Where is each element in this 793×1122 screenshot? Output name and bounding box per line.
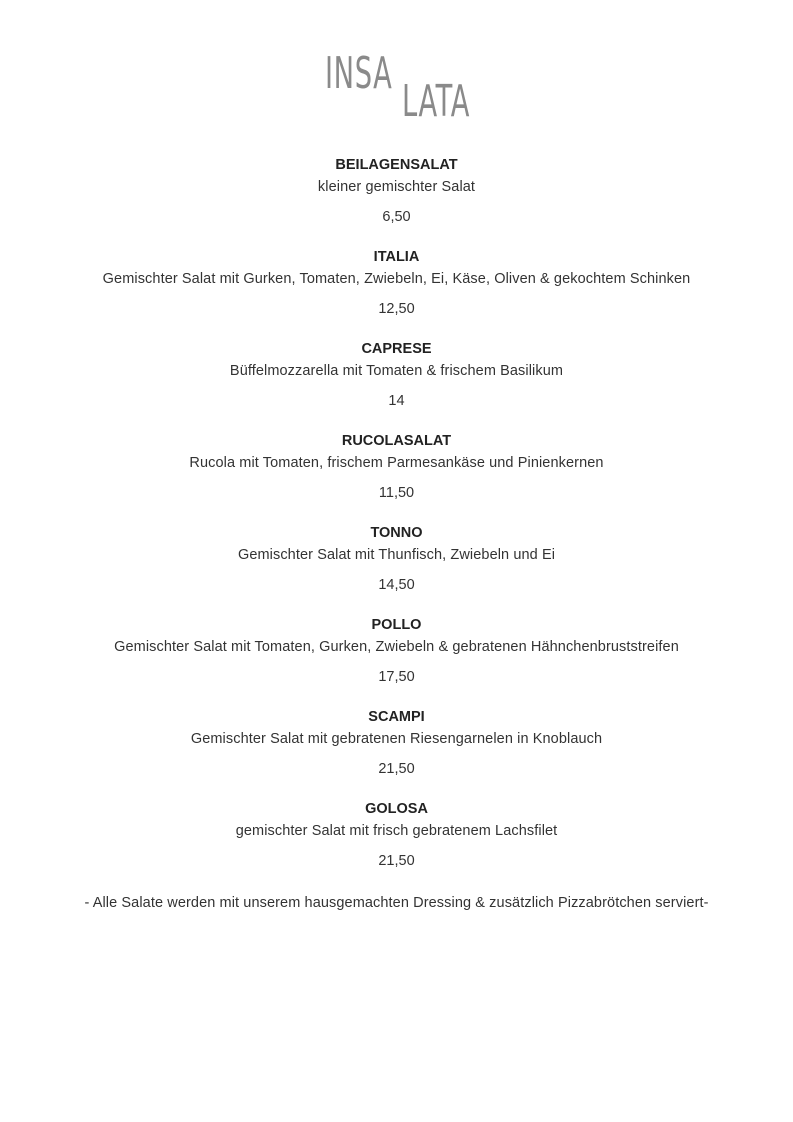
item-description: Gemischter Salat mit Thunfisch, Zwiebeln und Ei (237, 547, 556, 563)
item-description: Gemischter Salat mit Tomaten, Gurken, Zwiebeln & gebratenen Hähnchenbruststreifen (114, 639, 679, 655)
logo (0, 48, 793, 127)
item-name: CAPRESE (361, 341, 432, 357)
item-price: 6,50 (382, 209, 411, 225)
logo-text-top: INSA (325, 48, 393, 99)
item-description: gemischter Salat mit frisch gebratenem Lachsfilet (235, 823, 558, 839)
item-name: TONNO (370, 525, 423, 541)
item-description: Rucola mit Tomaten, frischem Parmesankäse und Pinienkernen (189, 455, 604, 471)
menu-item-tonno (0, 523, 793, 615)
item-price: 21,50 (378, 853, 415, 869)
menu-item-golosa (0, 799, 793, 891)
item-price: 17,50 (378, 669, 415, 685)
item-description: Gemischter Salat mit Gurken, Tomaten, Zwiebeln, Ei, Käse, Oliven & gekochtem Schinken (102, 271, 691, 287)
item-price: 12,50 (378, 301, 415, 317)
menu-item-italia (0, 247, 793, 339)
menu-item-pollo (0, 615, 793, 707)
menu-item-scampi (0, 707, 793, 799)
item-description: Büffelmozzarella mit Tomaten & frischem Basilikum (229, 363, 564, 379)
item-price: 14 (388, 393, 405, 409)
item-price: 11,50 (378, 485, 415, 501)
item-price: 14,50 (378, 577, 415, 593)
salad-menu (0, 155, 793, 891)
item-price: 21,50 (378, 761, 415, 777)
item-name: ITALIA (373, 249, 420, 265)
dressing-footnote: - Alle Salate werden mit unserem hausgemachten Dressing & zusätzlich Pizzabrötchen serviert- (84, 895, 709, 911)
item-name: RUCOLASALAT (341, 433, 452, 449)
item-name: BEILAGENSALAT (335, 157, 458, 173)
logo-text-bottom: LATA (402, 76, 471, 127)
menu-item-rucolasalat (0, 431, 793, 523)
item-name: POLLO (371, 617, 422, 633)
item-description: Gemischter Salat mit gebratenen Riesengarnelen in Knoblauch (190, 731, 603, 747)
menu-item-beilagensalat (0, 155, 793, 247)
menu-item-caprese (0, 339, 793, 431)
item-name: GOLOSA (365, 801, 428, 817)
item-description: kleiner gemischter Salat (317, 179, 476, 195)
item-name: SCAMPI (368, 709, 425, 725)
